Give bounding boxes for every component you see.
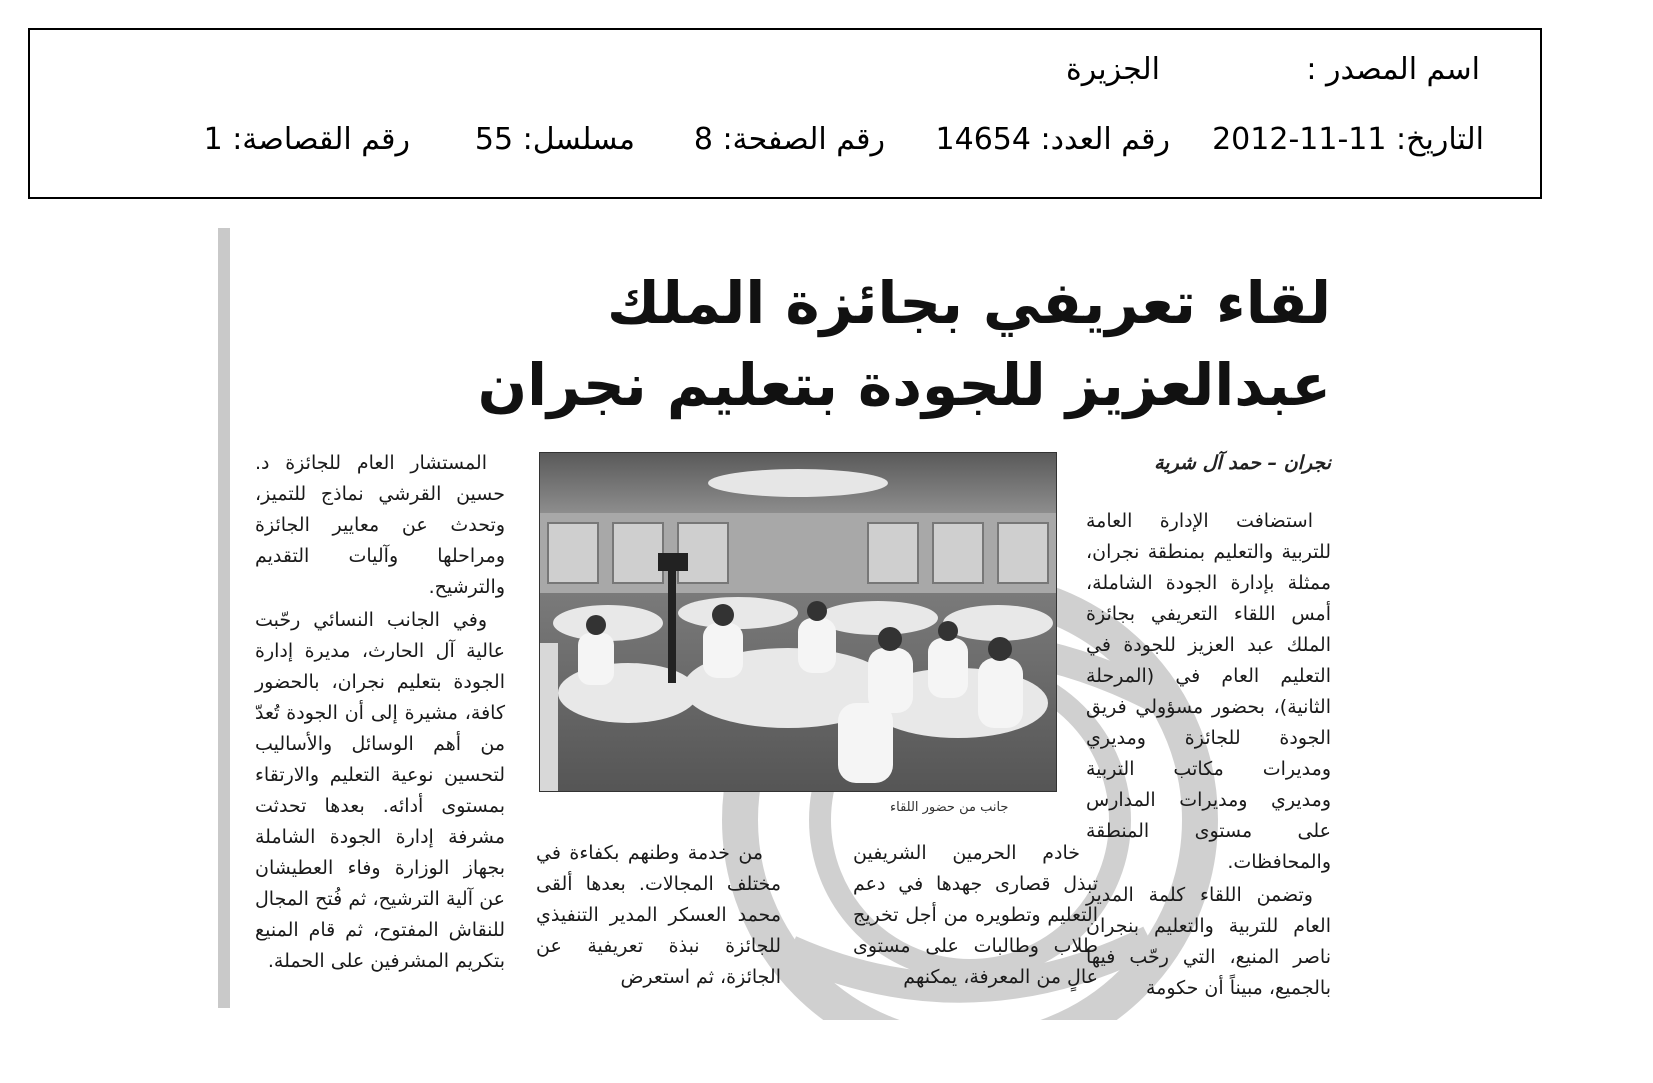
- page-number-field: رقم الصفحة: 8: [693, 122, 885, 157]
- paragraph: وتضمن اللقاء كلمة المدير العام للتربية والتعليم بنجران ناصر المنيع، التي رحّب فيها بالجميع، مبيناً أن حكومة: [1086, 884, 1331, 999]
- paragraph: استضافت الإدارة العامة للتربية والتعليم بمنطقة نجران، ممثلة بإدارة الجودة الشاملة، أمس اللقاء التعريفي بجائزة الملك عبد العزيز للجودة في التعليم العام في (المرحلة الثانية)، بحضور مسؤولي فريق الجودة للجائزة ومديري ومديرات مكاتب التربية ومديري ومديرات المدارس على مستوى المنطقة والمحافظات.: [1086, 510, 1331, 873]
- issue-number-field: رقم العدد: 14654: [935, 122, 1170, 157]
- date-field: التاريخ: 11-11-2012: [1212, 122, 1484, 157]
- source-value: الجزيرة: [1065, 52, 1160, 87]
- article-column-2: [255, 448, 505, 979]
- serial-number-field: مسلسل: 55: [474, 122, 635, 157]
- article-column-3: [853, 838, 1098, 995]
- paragraph: وفي الجانب النسائي رحّبت عالية آل الحارث، مديرة إدارة الجودة بتعليم نجران، بالحضور كافة، مشيرة إلى أن الجودة تُعدّ من أهم الوسائل والأساليب لتحسين نوعية التعليم والارتقاء بمستوى أدائه. بعدها تحدثت مشرفة إدارة الجودة الشاملة بجهاز الوزارة وفاء العطيشان عن آلية الترشيح، ثم فُتح المجال للنقاش المفتوح، ثم قام المنيع بتكريم المشرفين على الحملة.: [255, 609, 505, 972]
- source-label: اسم المصدر :: [1306, 52, 1480, 87]
- meeting-photo: [539, 452, 1057, 792]
- photo-caption: جانب من حضور اللقاء: [890, 800, 1009, 815]
- paragraph: خادم الحرمين الشريفين تبذل قصارى جهدها في دعم التعليم وتطويره من أجل تخريج طلاب وطالبات على مستوى عالٍ من المعرفة، يمكنهم: [853, 842, 1098, 988]
- article-byline: نجران – حمد آل شرية: [1154, 452, 1331, 474]
- paragraph: المستشار العام للجائزة د. حسين القرشي نماذج للتميز، وتحدث عن معايير الجائزة ومراحلها وآليات التقديم والترشيح.: [255, 452, 505, 598]
- article-column-4: [536, 838, 781, 995]
- article-headline: لقاء تعريفي بجائزة الملك عبدالعزيز للجودة بتعليم نجران: [477, 269, 1331, 419]
- clipping-metadata-box: [28, 28, 1542, 199]
- paragraph: من خدمة وطنهم بكفاءة في مختلف المجالات. بعدها ألقى محمد العسكر المدير التنفيذي للجائزة نبذة تعريفية عن الجائزة، ثم استعرض: [536, 842, 781, 988]
- article-column-1: [1086, 506, 1331, 1006]
- column-rule: [218, 228, 230, 1008]
- clip-number-field: رقم القصاصة: 1: [203, 122, 410, 157]
